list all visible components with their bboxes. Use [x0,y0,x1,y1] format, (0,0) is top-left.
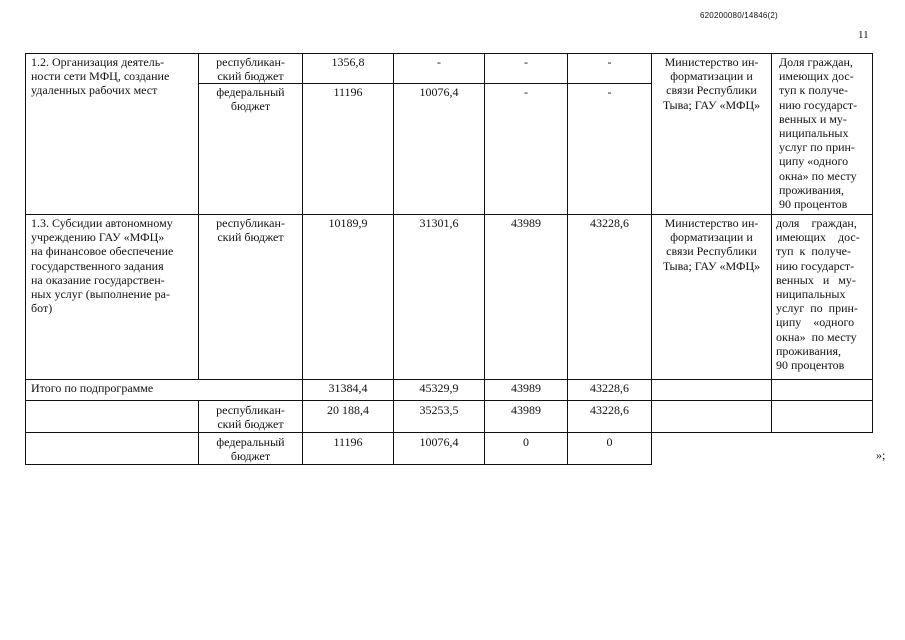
source-1-3-rb: республикан- ский бюджет [216,216,285,245]
closing-quote: »; [876,448,886,462]
col-rule-8 [872,53,873,433]
value-1-2-rb-y4: - [607,55,612,69]
value-1-2-fb-y2: 10076,4 [419,85,459,99]
event-1-3: 1.3. Субсидии автономному учреждению ГАУ «МФЦ» на финансовое обеспечение государственного задания на оказание государствен- ных услуг (выполнение ра- бот) [31,216,174,316]
total-rb-y1: 20 188,4 [327,403,369,417]
total-y3: 43989 [511,381,541,395]
rule-total-fb [25,432,873,433]
rule-bottom [25,464,651,465]
total-y1: 31384,4 [328,381,368,395]
source-1-2-fb: федеральный бюджет [216,85,285,114]
total-fb-y3: 0 [523,435,529,449]
total-rb-y4: 43228,6 [590,403,629,417]
value-1-2-rb-y2: - [437,55,441,69]
value-1-2-fb-y1: 11196 [333,85,363,99]
value-1-3-y2: 31301,6 [419,216,459,230]
total-rb-y2: 35253,5 [419,403,459,417]
total-label: Итого по подпрограмме [31,381,154,395]
indicator-1-2: Доля граждан, имеющих дос- туп к получе- нию государст- венных и му- ниципальных услуг по прин- ципу «одного окна» по месту проживания, 90 процентов [779,55,858,212]
total-fb-y1: 11196 [333,435,363,449]
value-1-2-fb-y3: - [524,85,528,99]
value-1-2-rb-y1: 1356,8 [331,55,365,69]
value-1-3-y4: 43228,6 [590,216,629,230]
document-id: 620200080/14846(2) [700,11,778,20]
rule-top [25,53,873,54]
total-fb-y2: 10076,4 [419,435,459,449]
rule-total-rb [25,400,873,401]
event-1-2: 1.2. Организация деятель- ности сети МФЦ, создание удаленных рабочих мест [31,55,170,98]
value-1-2-rb-y3: - [524,55,528,69]
rule-total [25,379,873,380]
page-number: 11 [858,29,869,41]
value-1-2-fb-y4: - [607,85,612,99]
executor-1-3: Министерство ин- форматизации и связи Республики Тыва; ГАУ «МФЦ» [662,216,761,273]
total-fb-label: федеральный бюджет [216,435,285,464]
total-y4: 43228,6 [590,381,629,395]
indicator-1-3: доля граждан, имеющих дос- туп к получе- нию государст- венных и му- ниципальных услуг по прин- ципу «одного окна» по месту проживания, 90 процентов [776,216,860,373]
executor-1-2: Министерство ин- форматизации и связи Республики Тыва; ГАУ «МФЦ» [662,55,761,112]
total-rb-y3: 43989 [511,403,541,417]
value-1-3-y1: 10189,9 [328,216,368,230]
rule-row-1-3 [25,214,873,215]
value-1-3-y3: 43989 [511,216,541,230]
total-y2: 45329,9 [419,381,459,395]
total-fb-y4: 0 [606,435,613,449]
col-rule-7 [771,53,772,433]
total-rb-label: республикан- ский бюджет [216,403,285,432]
col-rule-0 [25,53,26,465]
source-1-2-rb: республикан- ский бюджет [216,55,285,84]
